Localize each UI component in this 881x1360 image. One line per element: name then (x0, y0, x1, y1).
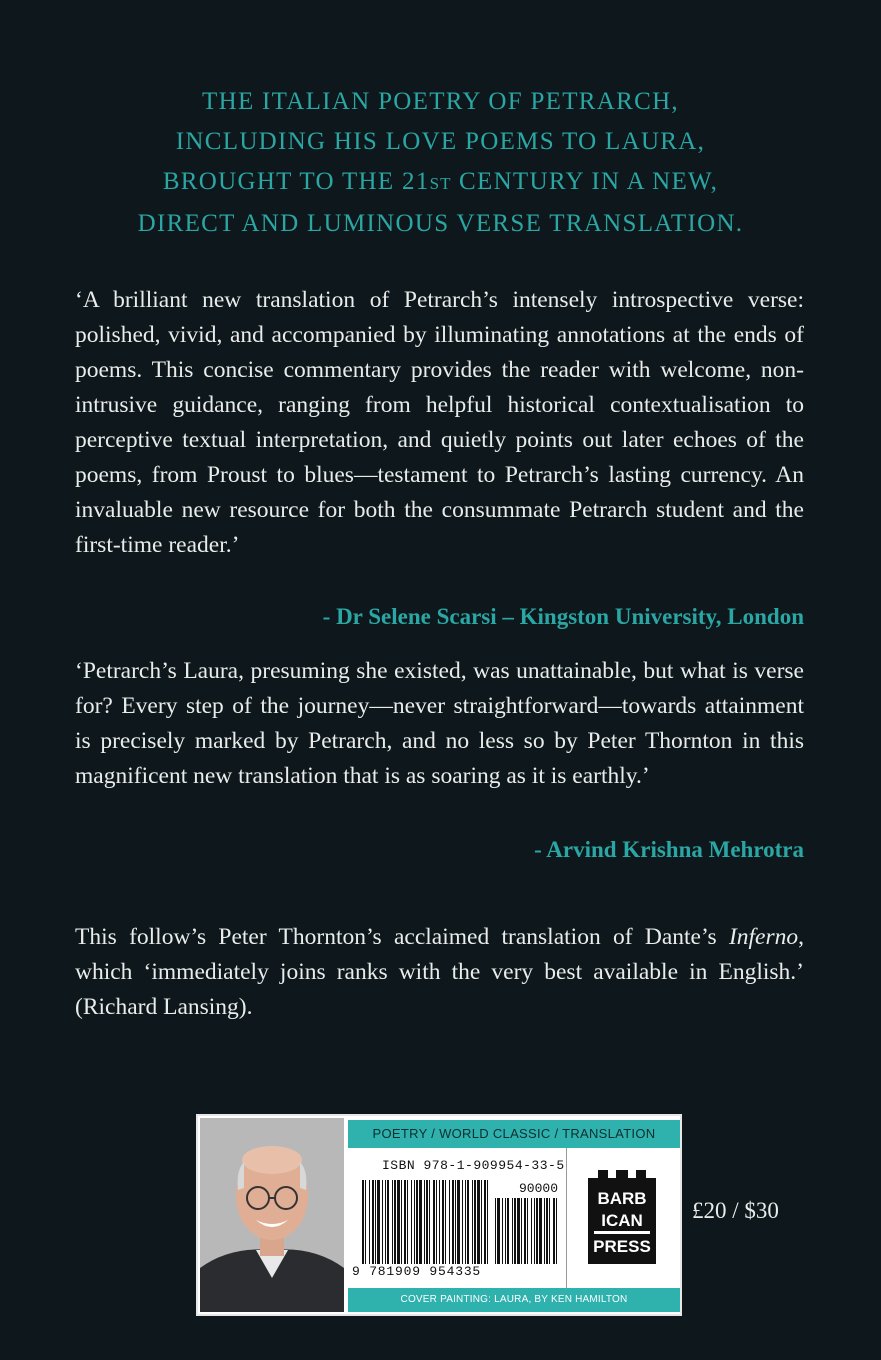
castle-tower-icon (588, 1168, 656, 1264)
blurb-headline (40, 82, 841, 244)
barcode-addon-bar (531, 1198, 532, 1264)
review-quote-2: ‘Petrarch’s Laura, presuming she existed, was unattainable, but what is verse for? Every step of the journey—never straightforward—towards attainment is precisely marked by Petrarch, and no less so by Peter Thornton in this magnificent new translation that is as soaring as it is earthly.’ (75, 658, 804, 789)
barcode-bar (484, 1180, 486, 1264)
barcode-bar (452, 1180, 454, 1264)
isbn-label: ISBN 978-1-909954-33-5 (382, 1158, 565, 1173)
author-photo (200, 1118, 344, 1312)
barcode-bar (392, 1180, 393, 1264)
author-portrait-illustration (200, 1118, 344, 1312)
barcode-bar (429, 1180, 430, 1264)
review-attribution-1: - Dr Selene Scarsi – Kingston University, London (322, 604, 804, 629)
barcode-addon-bar (497, 1198, 500, 1264)
publisher-logo (588, 1168, 656, 1264)
cover-credit-band: COVER PAINTING: LAURA, BY KEN HAMILTON (348, 1288, 680, 1312)
barcode-bar (462, 1180, 463, 1264)
barcode-bar (426, 1180, 428, 1264)
review-quote-1: ‘A brilliant new translation of Petrarch’s intensely introspective verse: polished, vivid, and accompanied by illuminating annotations at the ends of poems. This concise commentary provides the reader with welcome, non-intrusive guidance, ranging from helpful historical contextualisation to perceptive textual interpretation, and quietly points out later echoes of the poems, from Proust to blues—testament to Petrarch’s lasting currency. An invaluable new resource for both the consummate Petrarch student and the first-time reader.’ (75, 287, 804, 558)
barcode-addon-bar (556, 1198, 557, 1264)
barcode-addon-bar (495, 1198, 496, 1264)
barcode-bar (365, 1180, 366, 1264)
barcode-bar (401, 1180, 402, 1264)
barcode-bar (397, 1180, 400, 1264)
barcode-bar (369, 1180, 370, 1264)
barcode-addon-bar (546, 1198, 548, 1264)
barcode-bar (407, 1180, 408, 1264)
barcode-bar (455, 1180, 456, 1264)
headline-line-2: INCLUDING HIS LOVE POEMS TO LAURA, (175, 128, 706, 155)
barcode-bar (419, 1180, 422, 1264)
barcode-bar (424, 1180, 425, 1264)
barcode-bar (442, 1180, 444, 1264)
barcode-bar (465, 1180, 466, 1264)
price-label: £20 / $30 (692, 1198, 779, 1223)
barcode-bar (481, 1180, 482, 1264)
barcode-addon-bar (517, 1198, 520, 1264)
barcode-addon-bar (553, 1198, 555, 1264)
barcode-bar (477, 1180, 480, 1264)
barcode-graphic (360, 1176, 560, 1264)
barcode-bar (404, 1180, 406, 1264)
headline-line-4: DIRECT AND LUMINOUS VERSE TRANSLATION. (137, 210, 744, 237)
barcode-bar (362, 1180, 364, 1264)
barcode-addon-bar (536, 1198, 538, 1264)
headline-line-1: THE ITALIAN POETRY OF PETRARCH, (202, 88, 679, 115)
ean-number: 9 781909 954335 (352, 1264, 482, 1279)
barcode-bar (414, 1180, 415, 1264)
barcode-addon-bar (507, 1198, 509, 1264)
barcode-addon-bar (512, 1198, 513, 1264)
barcode-bar (382, 1180, 383, 1264)
barcode-bar (472, 1180, 473, 1264)
headline-superscript: ST (429, 174, 452, 193)
publisher-name-line-2: ICAN (601, 1211, 643, 1230)
barcode-bar (487, 1180, 488, 1264)
barcode-bar (377, 1180, 380, 1264)
barcode-addon-bar (549, 1198, 550, 1264)
barcode-bar (449, 1180, 450, 1264)
barcode-bar (457, 1180, 460, 1264)
translation-note (75, 920, 804, 1025)
barcode-bar (394, 1180, 396, 1264)
barcode-bar (433, 1180, 435, 1264)
barcode-bar (385, 1180, 386, 1264)
barcode-addon-bar (521, 1198, 522, 1264)
barcode-bar (436, 1180, 437, 1264)
headline-line-3-start: BROUGHT TO THE 21 (162, 168, 430, 195)
publisher-name-line-3: PRESS (593, 1237, 651, 1256)
note-text-end: , which ‘immediately joins ranks with the very best available in English.’ (Richard Lansing). (75, 924, 804, 1020)
barcode-bar (411, 1180, 412, 1264)
barcode-addon-bar (524, 1198, 526, 1264)
barcode-bar (439, 1180, 440, 1264)
barcode-addon-bar (505, 1198, 506, 1264)
barcode-bar (375, 1180, 376, 1264)
inferno-title: Inferno (728, 924, 799, 950)
barcode-addon-bar (539, 1198, 542, 1264)
category-band: POETRY / WORLD CLASSIC / TRANSLATION (348, 1120, 680, 1148)
barcode-bar (387, 1180, 389, 1264)
barcode-panel (196, 1114, 682, 1316)
barcode-bar (416, 1180, 418, 1264)
headline-line-3 (40, 162, 841, 204)
barcode-bar (467, 1180, 469, 1264)
panel-divider (566, 1148, 567, 1288)
barcode-addon-bar (514, 1198, 516, 1264)
publisher-name-line-1: BARB (597, 1189, 647, 1208)
barcode-addon-bar (534, 1198, 535, 1264)
barcode-bar (372, 1180, 374, 1264)
barcode-bar (474, 1180, 476, 1264)
barcode-price-code: 90000 (518, 1181, 558, 1196)
note-text-start: This follow’s Peter Thornton’s acclaimed translation of Dante’s (75, 924, 729, 950)
barcode-addon-bar (502, 1198, 503, 1264)
barcode-bar (445, 1180, 446, 1264)
review-attribution-2: - Arvind Krishna Mehrotra (534, 837, 804, 862)
headline-line-3-end: CENTURY IN A NEW, (451, 168, 719, 195)
barcode-addon-bar (544, 1198, 545, 1264)
barcode-addon-bar (527, 1198, 528, 1264)
